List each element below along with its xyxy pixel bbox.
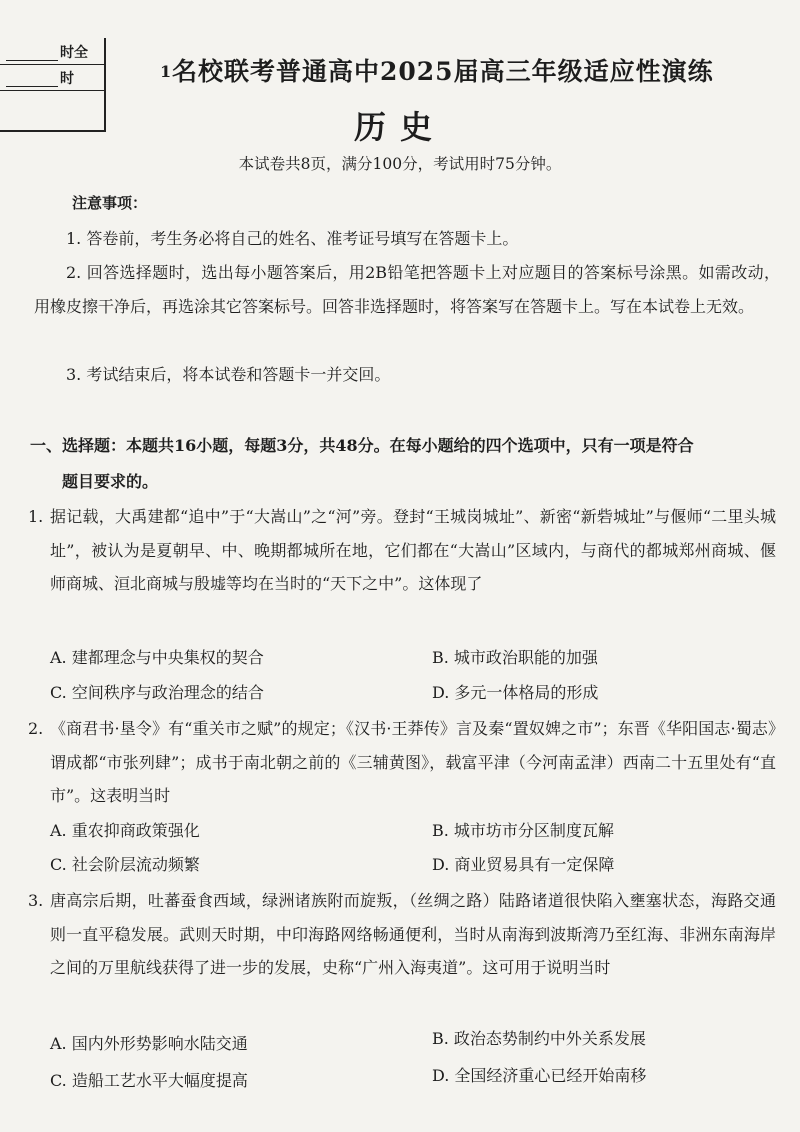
subject-title: 历史 [353, 108, 446, 146]
prefix-mark: 1 [160, 62, 172, 81]
exam-title: 名校联考普通高中2025届高三年级适应性演练 [172, 57, 714, 86]
question-number: 2. [28, 719, 44, 738]
option-a[interactable]: A. 国内外形势影响水陆交通 [50, 1034, 248, 1053]
section-heading [30, 428, 776, 500]
option-a[interactable]: A. 重农抑商政策强化 [50, 821, 200, 840]
option-d[interactable]: D. 商业贸易具有一定保障 [432, 855, 615, 874]
section-line-1: 一、选择题：本题共16小题，每题3分，共48分。在每小题给的四个选项中，只有一项是符合 [30, 436, 694, 455]
question-stem: 据记载，大禹建都“追中”于“大嵩山”之“河”旁。登封“王城岗城址”、新密“新砦城址”与偃师“二里头城址”，被认为是夏朝早、中、晚期都城所在地，它们都在“大嵩山”区域内，与商代的都城郑州商城、偃师商城、洹北商城与殷墟等均在当时的“天下之中”。这体现了 [50, 507, 776, 593]
option-d[interactable]: D. 全国经济重心已经开始南移 [432, 1066, 647, 1085]
question-3 [28, 884, 776, 985]
section-line-2: 题目要求的。 [62, 472, 159, 491]
question-stem: 《商君书·垦令》有“重关市之赋”的规定；《汉书·王莽传》言及秦“置奴婢之市”；东晋《华阳国志·蜀志》谓成都“市张列肆”；成书于南北朝之前的《三辅黄图》，载富平津（今河南孟津）西南二十五里处有“直市”。这表明当时 [50, 719, 776, 805]
notice-title: 注意事项： [72, 194, 148, 212]
option-a[interactable]: A. 建都理念与中央集权的契合 [50, 648, 264, 667]
option-d[interactable]: D. 多元一体格局的形成 [432, 683, 599, 702]
option-b[interactable]: B. 城市坊市分区制度瓦解 [432, 821, 614, 840]
option-c[interactable]: C. 社会阶层流动频繁 [50, 855, 200, 874]
question-number: 1. [28, 507, 44, 526]
notice-item-2: 2. 回答选择题时，选出每小题答案后，用2B铅笔把答题卡上对应题目的答案标号涂黑。如需改动，用橡皮擦干净后，再选涂其它答案标号。回答非选择题时，将答案写在答题卡上。写在本试卷上无效。 [34, 263, 780, 316]
notice-item-1: 1. 答卷前，考生务必将自己的姓名、准考证号填写在答题卡上。 [66, 229, 519, 248]
exam-info: 本试卷共8页，满分100分，考试用时75分钟。 [238, 155, 562, 173]
option-c[interactable]: C. 空间秩序与政治理念的结合 [50, 683, 264, 702]
score-label-2: 时 [60, 71, 74, 87]
option-c[interactable]: C. 造船工艺水平大幅度提高 [50, 1071, 248, 1090]
question-number: 3. [28, 891, 44, 910]
option-b[interactable]: B. 城市政治职能的加强 [432, 648, 598, 667]
score-label-1: 时全 [60, 45, 88, 61]
question-stem: 唐高宗后期，吐蕃蚕食西域，绿洲诸族附而旋叛，（丝绸之路）陆路诸道很快陷入壅塞状态，海路交通则一直平稳发展。武则天时期，中印海路网络畅通便利，当时从南海到波斯湾乃至红海、非洲东南海岸之间的万里航线获得了进一步的发展，史称“广州入海夷道”。这可用于说明当时 [50, 891, 776, 977]
question-2 [28, 712, 776, 813]
notice-item-3: 3. 考试结束后，将本试卷和答题卡一并交回。 [66, 365, 391, 384]
option-b[interactable]: B. 政治态势制约中外关系发展 [432, 1029, 646, 1048]
question-1 [28, 500, 776, 601]
